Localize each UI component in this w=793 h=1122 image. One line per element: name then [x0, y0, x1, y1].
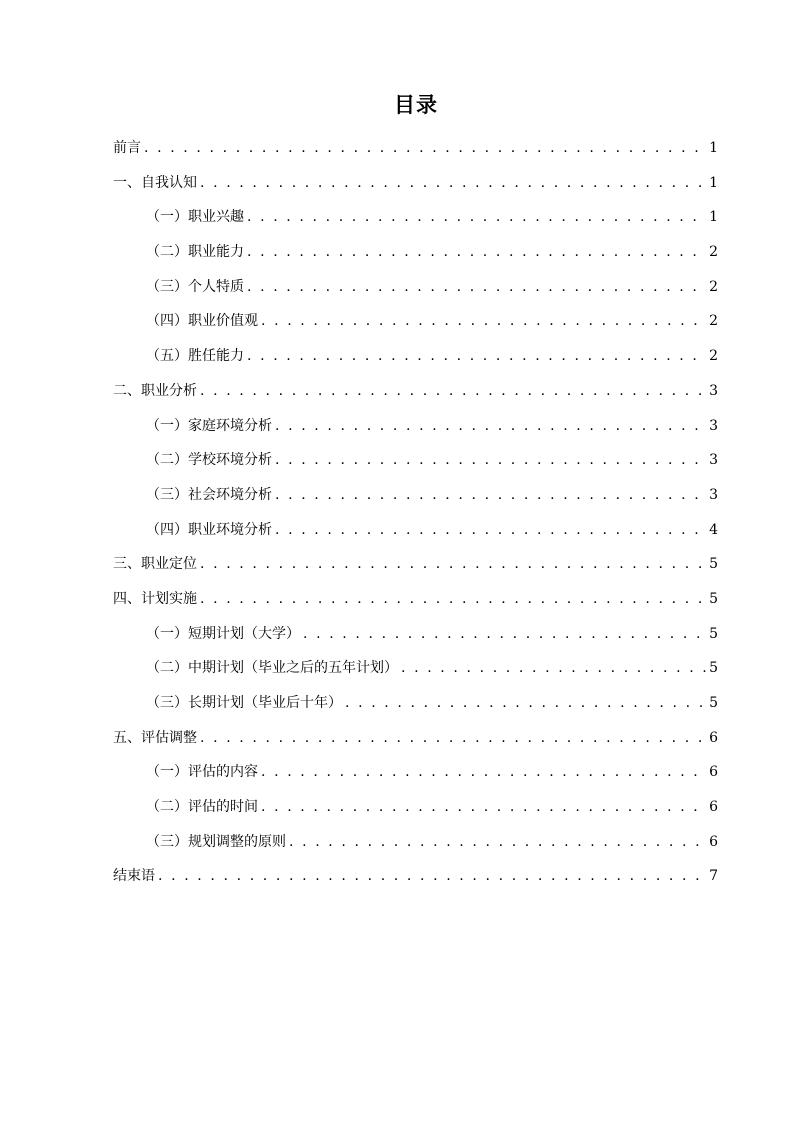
toc-entry[interactable]	[113, 721, 718, 756]
toc-subentry[interactable]	[113, 235, 718, 270]
toc-subentry[interactable]	[113, 790, 718, 825]
toc-entry-page: 6	[709, 833, 718, 850]
toc-leader-dots	[200, 166, 706, 201]
toc-leader-dots	[401, 651, 706, 686]
toc-leader-dots	[275, 513, 706, 548]
toc-list	[113, 131, 718, 894]
toc-entry-label: （一）评估的内容	[146, 764, 258, 781]
toc-leader-dots	[247, 339, 706, 374]
toc-entry-label: （一）家庭环境分析	[146, 417, 272, 434]
toc-entry-label: （三）个人特质	[146, 278, 244, 295]
toc-entry-page: 3	[709, 417, 718, 434]
toc-entry[interactable]	[113, 374, 718, 409]
toc-entry-label: 前言	[113, 140, 141, 156]
toc-entry-page: 2	[709, 278, 718, 295]
toc-entry-page: 3	[709, 452, 718, 469]
toc-entry-page: 5	[709, 625, 718, 642]
toc-entry-page: 5	[709, 695, 718, 711]
toc-leader-dots	[345, 686, 706, 721]
toc-entry-label: 四、计划实施	[113, 590, 197, 607]
toc-entry-label: 一、自我认知	[113, 174, 197, 191]
toc-leader-dots	[289, 825, 706, 860]
toc-leader-dots	[200, 374, 706, 409]
toc-entry-page: 1	[709, 209, 718, 226]
toc-entry[interactable]	[113, 131, 718, 166]
toc-entry-label: 五、评估调整	[113, 729, 197, 746]
toc-entry-page: 6	[709, 729, 718, 746]
toc-leader-dots	[303, 617, 706, 652]
toc-entry[interactable]	[113, 166, 718, 201]
toc-entry-page: 6	[709, 764, 718, 781]
toc-entry-label: （三）长期计划（毕业后十年）	[146, 695, 342, 711]
toc-entry-label: 结束语	[113, 868, 155, 885]
toc-subentry[interactable]	[113, 478, 718, 513]
toc-entry-page: 4	[709, 521, 718, 538]
toc-entry-label: （四）职业环境分析	[146, 521, 272, 538]
toc-leader-dots	[200, 582, 706, 617]
toc-entry[interactable]	[113, 859, 718, 894]
toc-entry-label: （三）规划调整的原则	[146, 833, 286, 850]
toc-subentry[interactable]	[113, 825, 718, 860]
toc-entry-page: 3	[709, 486, 718, 503]
toc-subentry[interactable]	[113, 270, 718, 305]
toc-entry-label: 二、职业分析	[113, 382, 197, 399]
toc-entry-label: （三）社会环境分析	[146, 486, 272, 503]
toc-entry-label: （四）职业价值观	[146, 313, 258, 330]
toc-entry-page: 2	[709, 244, 718, 261]
toc-entry-page: 2	[709, 313, 718, 330]
toc-entry-page: 1	[709, 174, 718, 191]
toc-subentry[interactable]	[113, 651, 718, 686]
toc-entry-label: （二）职业能力	[146, 244, 244, 261]
toc-leader-dots	[261, 790, 706, 825]
toc-entry-label: （二）中期计划（毕业之后的五年计划）	[146, 660, 398, 677]
toc-leader-dots	[261, 304, 706, 339]
toc-leader-dots	[158, 859, 706, 894]
toc-leader-dots	[200, 547, 706, 582]
toc-subentry[interactable]	[113, 443, 718, 478]
toc-leader-dots	[200, 721, 706, 756]
toc-subentry[interactable]	[113, 617, 718, 652]
toc-subentry[interactable]	[113, 686, 718, 721]
toc-leader-dots	[144, 131, 706, 166]
toc-entry-label: （一）职业兴趣	[146, 209, 244, 226]
toc-leader-dots	[247, 200, 706, 235]
toc-leader-dots	[247, 235, 706, 270]
toc-subentry[interactable]	[113, 304, 718, 339]
toc-entry-label: （二）评估的时间	[146, 799, 258, 816]
toc-entry-label: 三、职业定位	[113, 556, 197, 573]
toc-leader-dots	[247, 270, 706, 305]
toc-leader-dots	[275, 409, 706, 444]
toc-entry-page: 5	[709, 660, 718, 677]
toc-subentry[interactable]	[113, 755, 718, 790]
toc-entry-page: 7	[709, 868, 718, 885]
toc-subentry[interactable]	[113, 339, 718, 374]
toc-entry[interactable]	[113, 547, 718, 582]
toc-entry-page: 5	[709, 556, 718, 573]
toc-entry-page: 2	[709, 348, 718, 365]
toc-entry-page: 3	[709, 382, 718, 399]
toc-entry-page: 5	[709, 590, 718, 607]
toc-entry-page: 6	[709, 799, 718, 816]
toc-subentry[interactable]	[113, 513, 718, 548]
toc-entry-label: （一）短期计划（大学）	[146, 625, 300, 642]
toc-leader-dots	[261, 755, 706, 790]
toc-entry[interactable]	[113, 582, 718, 617]
toc-leader-dots	[275, 478, 706, 513]
toc-entry-page: 1	[709, 140, 718, 156]
toc-entry-label: （二）学校环境分析	[146, 452, 272, 469]
toc-subentry[interactable]	[113, 409, 718, 444]
toc-title: 目录	[394, 93, 438, 117]
toc-leader-dots	[275, 443, 706, 478]
toc-entry-label: （五）胜任能力	[146, 348, 244, 365]
toc-subentry[interactable]	[113, 200, 718, 235]
